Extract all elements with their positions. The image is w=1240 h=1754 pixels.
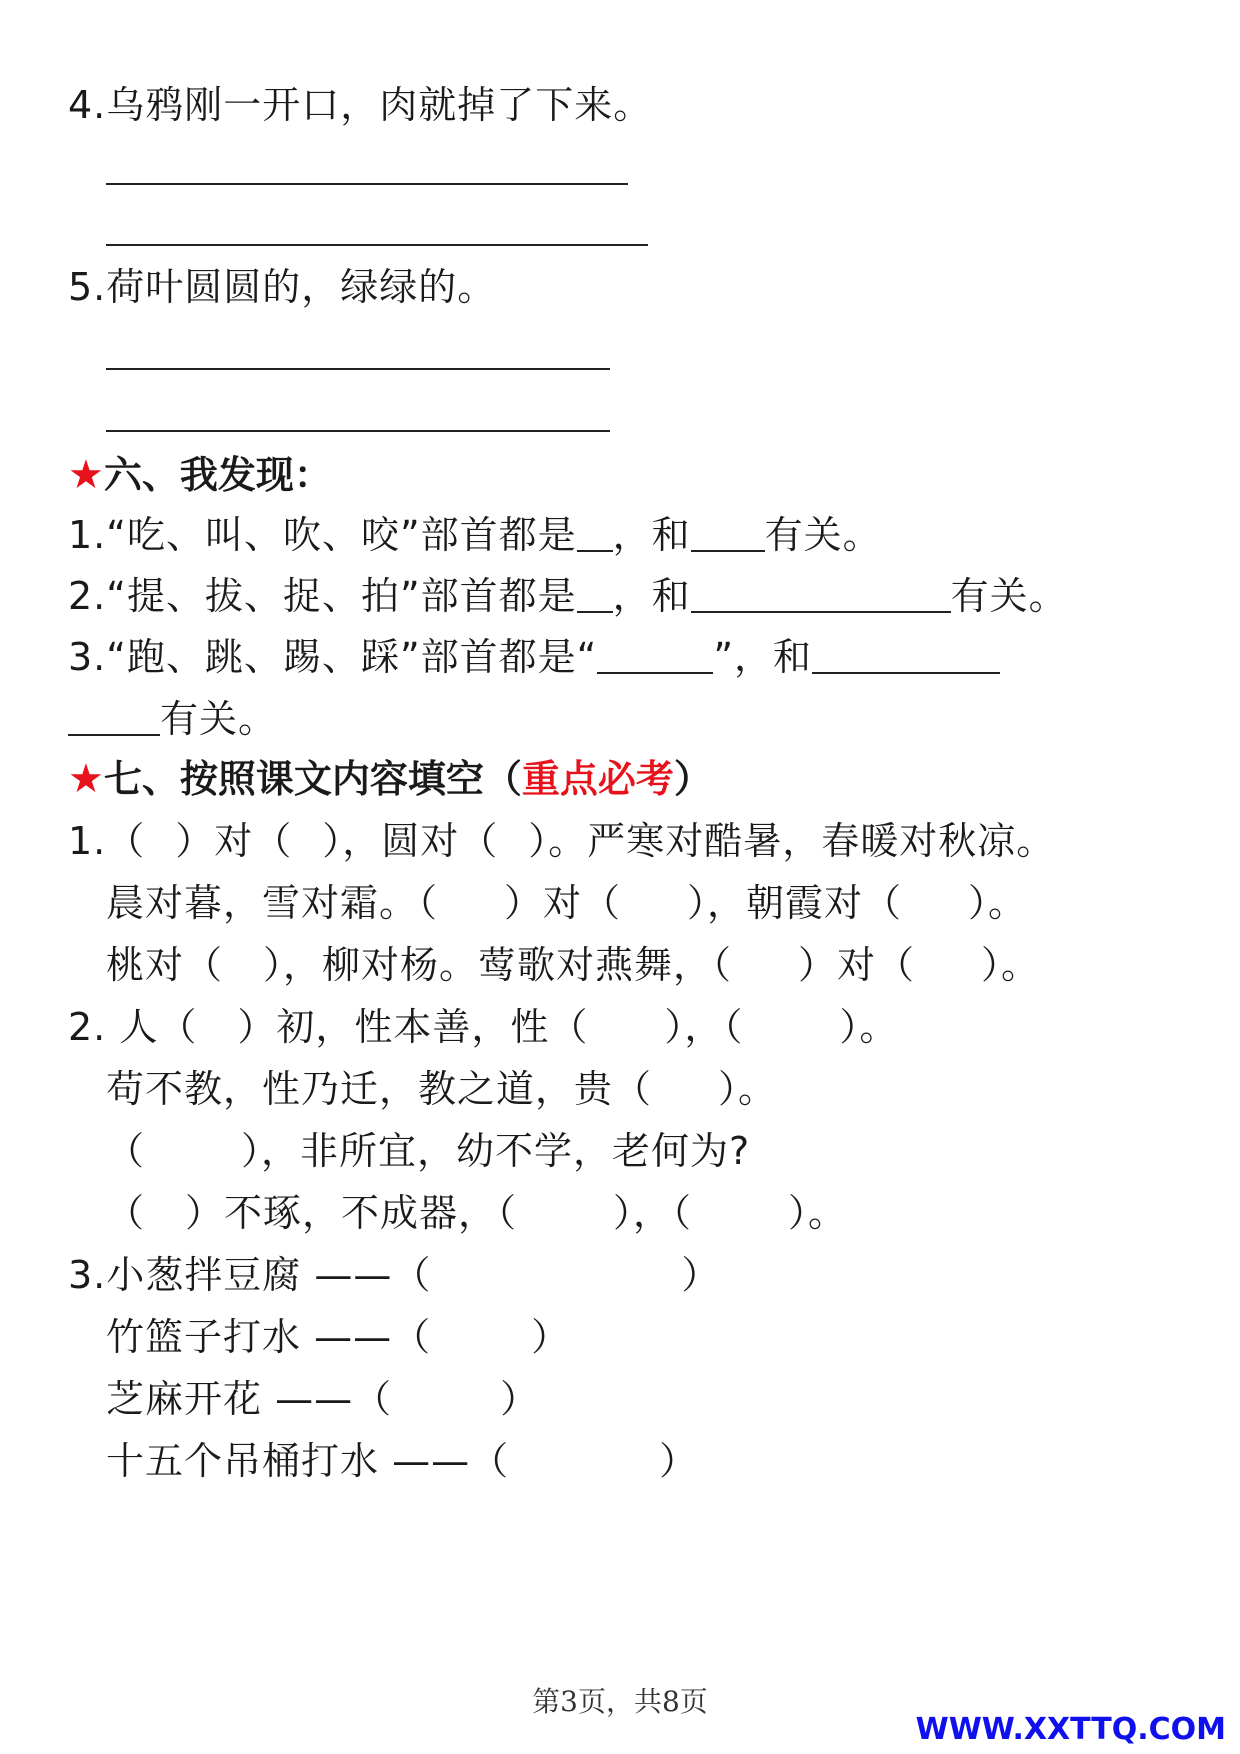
text-segment: 1.（ — [68, 819, 146, 863]
sec7-q2-line2 — [106, 1064, 777, 1114]
section-6-title: 六、我发现： — [103, 453, 332, 497]
answer-line[interactable] — [106, 244, 648, 246]
sec6-question-3 — [68, 632, 1000, 682]
sec7-q1-line1 — [68, 816, 1055, 866]
sec7-q2-line4 — [106, 1188, 847, 1238]
text-segment: ） — [681, 1253, 721, 1297]
text-segment: ），非所宜，幼不学，老何为? — [241, 1129, 751, 1173]
sec6-q2-text: 2.“提、拔、捉、拍”部首都是 — [68, 574, 577, 618]
text-segment: ） — [531, 1315, 571, 1359]
sec7-q2-line1 — [68, 1002, 898, 1052]
sec7-q1-line3 — [106, 940, 1040, 990]
text-segment: ），朝霞对（ — [687, 881, 903, 925]
text-segment: 2. 人（ — [68, 1005, 198, 1049]
text-segment: ）对（ — [798, 943, 916, 987]
star-icon: ★ — [68, 756, 104, 802]
page-number: 第3页，共8页 — [532, 1685, 708, 1718]
text-segment: （ — [106, 1191, 146, 1235]
text-segment: ），圆对（ — [322, 819, 499, 863]
section-7-close: ） — [673, 757, 712, 801]
sec7-q3-line3 — [106, 1374, 539, 1424]
section-7-heading — [68, 754, 712, 804]
sec6-question-3-cont — [68, 694, 277, 744]
text-segment: ）初，性本善，性（ — [237, 1005, 589, 1049]
sec6-q2-text: 有关。 — [950, 574, 1068, 618]
blank[interactable] — [597, 636, 713, 674]
text-segment: 苟不教，性乃迁，教之道，贵（ — [106, 1067, 653, 1111]
sec6-question-1 — [68, 510, 882, 560]
text-segment: 芝麻开花 ——（ — [106, 1377, 393, 1421]
text-segment: ）。 — [718, 1067, 778, 1111]
text-segment: （ — [106, 1129, 146, 1173]
sec6-q3-text: 有关。 — [160, 697, 278, 741]
text-segment: ），柳对杨。莺歌对燕舞，（ — [263, 943, 733, 987]
sec7-q3-line1 — [68, 1250, 720, 1300]
sec6-q1-text: 1.“吃、叫、吹、咬”部首都是 — [68, 513, 577, 557]
sec7-q1-line2 — [106, 878, 1027, 928]
blank[interactable] — [577, 575, 613, 613]
text-segment: ）不琢，不成器，（ — [185, 1191, 518, 1235]
section-6-heading — [68, 450, 332, 500]
answer-line[interactable] — [106, 368, 610, 370]
text-segment: ）对（ — [175, 819, 293, 863]
question-4: 4.乌鸦刚一开口，肉就掉了下来。 — [68, 83, 653, 127]
sec7-q3-line2 — [106, 1312, 570, 1362]
text-segment: ）。 — [788, 1191, 848, 1235]
answer-line[interactable] — [106, 430, 610, 432]
text-segment: ） — [659, 1439, 699, 1483]
text-segment: ）对（ — [504, 881, 622, 925]
sec6-q3-text: ”，和 — [713, 635, 813, 679]
blank[interactable] — [691, 514, 765, 552]
text-segment: ）。 — [981, 943, 1041, 987]
watermark-url[interactable]: WWW.XXTTQ.COM — [915, 1712, 1226, 1747]
text-segment: 桃对（ — [106, 943, 224, 987]
text-segment: ）。 — [968, 881, 1028, 925]
sec6-q3-text: 3.“跑、跳、踢、踩”部首都是“ — [68, 635, 598, 679]
blank[interactable] — [68, 698, 160, 736]
sec6-q2-text: ，和 — [612, 574, 691, 618]
text-segment: ） — [500, 1377, 540, 1421]
star-icon: ★ — [68, 452, 104, 498]
sec6-question-2 — [68, 571, 1068, 621]
text-segment: ）。 — [839, 1005, 899, 1049]
text-segment: 3.小葱拌豆腐 ——（ — [68, 1253, 432, 1297]
text-segment: ），（ — [664, 1005, 744, 1049]
text-segment: ）。严寒对酷暑，春暖对秋凉。 — [528, 819, 1056, 863]
blank[interactable] — [577, 514, 613, 552]
text-segment: ），（ — [613, 1191, 693, 1235]
text-segment: 竹篮子打水 ——（ — [106, 1315, 432, 1359]
text-segment: 晨对暮，雪对霜。（ — [106, 881, 439, 925]
answer-line[interactable] — [106, 183, 628, 185]
question-5: 5.荷叶圆圆的，绿绿的。 — [68, 265, 497, 309]
section-7-highlight: 重点必考 — [521, 757, 674, 801]
sec7-q3-line4 — [106, 1436, 698, 1486]
blank[interactable] — [691, 575, 951, 613]
sec7-q2-line3 — [106, 1126, 750, 1176]
blank[interactable] — [812, 636, 1000, 674]
sec6-q1-text: 有关。 — [764, 513, 882, 557]
sec6-q1-text: ，和 — [612, 513, 691, 557]
text-segment: 十五个吊桶打水 ——（ — [106, 1439, 510, 1483]
section-7-title: 七、按照课文内容填空（ — [103, 757, 522, 801]
